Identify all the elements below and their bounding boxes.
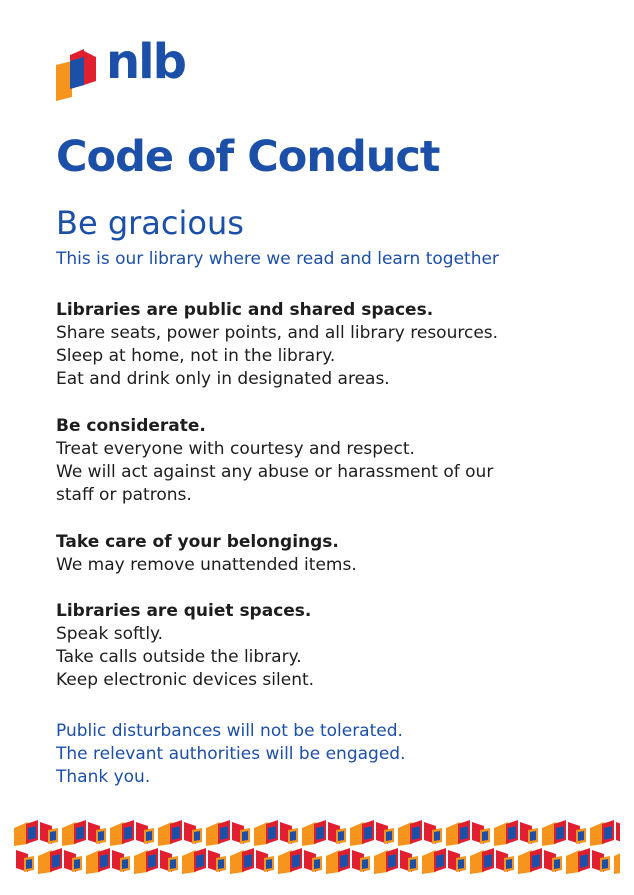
pattern-shape: [412, 826, 420, 840]
pattern-shape: [196, 854, 204, 868]
pattern-shape: [170, 859, 176, 869]
section-heading: Be considerate.: [56, 416, 206, 436]
nlb-logo: [56, 34, 196, 102]
pattern-shape: [518, 850, 532, 874]
pattern-shape: [52, 854, 60, 868]
pattern-shape: [470, 850, 484, 874]
pattern-shape: [74, 859, 80, 869]
pattern-shape: [530, 831, 536, 841]
closing-line: Thank you.: [56, 767, 151, 787]
pattern-shape: [172, 826, 180, 840]
pattern-shape: [230, 850, 244, 874]
pattern-shape: [532, 854, 540, 868]
pattern-shape: [410, 859, 416, 869]
pattern-shape: [266, 859, 272, 869]
section-line: We may remove unattended items.: [56, 555, 357, 575]
pattern-shape: [374, 850, 388, 874]
pattern-shape: [292, 854, 300, 868]
pattern-shape: [38, 850, 52, 874]
pattern-shape: [556, 826, 564, 840]
logo-wordmark: nlb: [106, 34, 185, 90]
pattern-shape: [578, 831, 584, 841]
pattern-shape: [134, 850, 148, 874]
section-heading: Take care of your belongings.: [56, 532, 339, 552]
pattern-shape: [580, 854, 588, 868]
pattern-shape: [110, 822, 124, 846]
pattern-shape: [242, 831, 248, 841]
pattern-shape: [388, 854, 396, 868]
pattern-shape: [254, 822, 268, 846]
pattern-shape: [218, 859, 224, 869]
section-line: Eat and drink only in designated areas.: [56, 369, 390, 389]
pattern-shape: [554, 859, 560, 869]
pattern-shape: [614, 850, 620, 874]
pattern-shape: [206, 822, 220, 846]
pattern-shape: [14, 822, 28, 846]
section-line: staff or patrons.: [56, 485, 192, 505]
section-heading: Libraries are public and shared spaces.: [56, 300, 434, 320]
pattern-shape: [148, 854, 156, 868]
section-heading: Libraries are quiet spaces.: [56, 601, 312, 621]
pattern-shape: [86, 850, 100, 874]
decorative-pattern-band: [14, 818, 620, 874]
section-line: Share seats, power points, and all library resources.: [56, 323, 499, 343]
pattern-shape: [482, 831, 488, 841]
pattern-shape: [26, 859, 32, 869]
pattern-shape: [50, 831, 56, 841]
nlb-logo-mark-icon: [56, 49, 100, 101]
pattern-shape: [590, 822, 604, 846]
section-shared-spaces: [56, 299, 616, 391]
pattern-shape: [220, 826, 228, 840]
pattern-shape: [446, 822, 460, 846]
closing-line: The relevant authorities will be engaged.: [56, 744, 406, 764]
closing-notice: [56, 720, 405, 789]
pattern-shape: [506, 859, 512, 869]
pattern-shape: [62, 822, 76, 846]
pattern-shape: [616, 822, 620, 844]
page-title: Code of Conduct: [56, 132, 440, 182]
tagline: This is our library where we read and learn together: [56, 249, 499, 269]
pattern-shape: [100, 854, 108, 868]
pattern-shape: [566, 850, 580, 874]
pattern-shape: [290, 831, 296, 841]
pattern-shape: [484, 854, 492, 868]
pattern-shape: [244, 854, 252, 868]
pattern-shape: [278, 850, 292, 874]
pattern-shape: [158, 822, 172, 846]
pattern-shape: [494, 822, 508, 846]
pattern-shape: [316, 826, 324, 840]
section-quiet-spaces: [56, 600, 616, 692]
pattern-shape: [98, 831, 104, 841]
section-line: Sleep at home, not in the library.: [56, 346, 336, 366]
pattern-shape: [122, 859, 128, 869]
pattern-shape: [302, 822, 316, 846]
pattern-shape: [604, 826, 612, 840]
pattern-shape: [76, 826, 84, 840]
section-line: Take calls outside the library.: [56, 647, 302, 667]
pattern-shape: [314, 859, 320, 869]
pattern-shape: [340, 854, 348, 868]
pattern-shape: [458, 859, 464, 869]
pattern-shape: [182, 850, 196, 874]
page-subtitle: Be gracious: [56, 204, 244, 242]
pattern-shape: [364, 826, 372, 840]
closing-line: Public disturbances will not be tolerated.: [56, 721, 403, 741]
section-line: We will act against any abuse or harassment of our: [56, 462, 494, 482]
section-line: Keep electronic devices silent.: [56, 670, 315, 690]
pattern-shape: [146, 831, 152, 841]
pattern-shape: [602, 859, 608, 869]
pattern-shape: [460, 826, 468, 840]
section-line: Treat everyone with courtesy and respect.: [56, 439, 415, 459]
pattern-shape: [338, 831, 344, 841]
pattern-shape: [268, 826, 276, 840]
pattern-shape: [326, 850, 340, 874]
pattern-shape: [398, 822, 412, 846]
section-line: Speak softly.: [56, 624, 164, 644]
pattern-shape: [124, 826, 132, 840]
pattern-shape: [386, 831, 392, 841]
pattern-shape: [436, 854, 444, 868]
pattern-shape: [194, 831, 200, 841]
section-considerate: [56, 415, 616, 507]
pattern-shape: [422, 850, 436, 874]
pattern-shape: [362, 859, 368, 869]
pattern-shape: [434, 831, 440, 841]
section-belongings: [56, 531, 616, 577]
pattern-shape: [508, 826, 516, 840]
pattern-shape: [542, 822, 556, 846]
pattern-shape: [28, 826, 36, 840]
pattern-shape: [350, 822, 364, 846]
